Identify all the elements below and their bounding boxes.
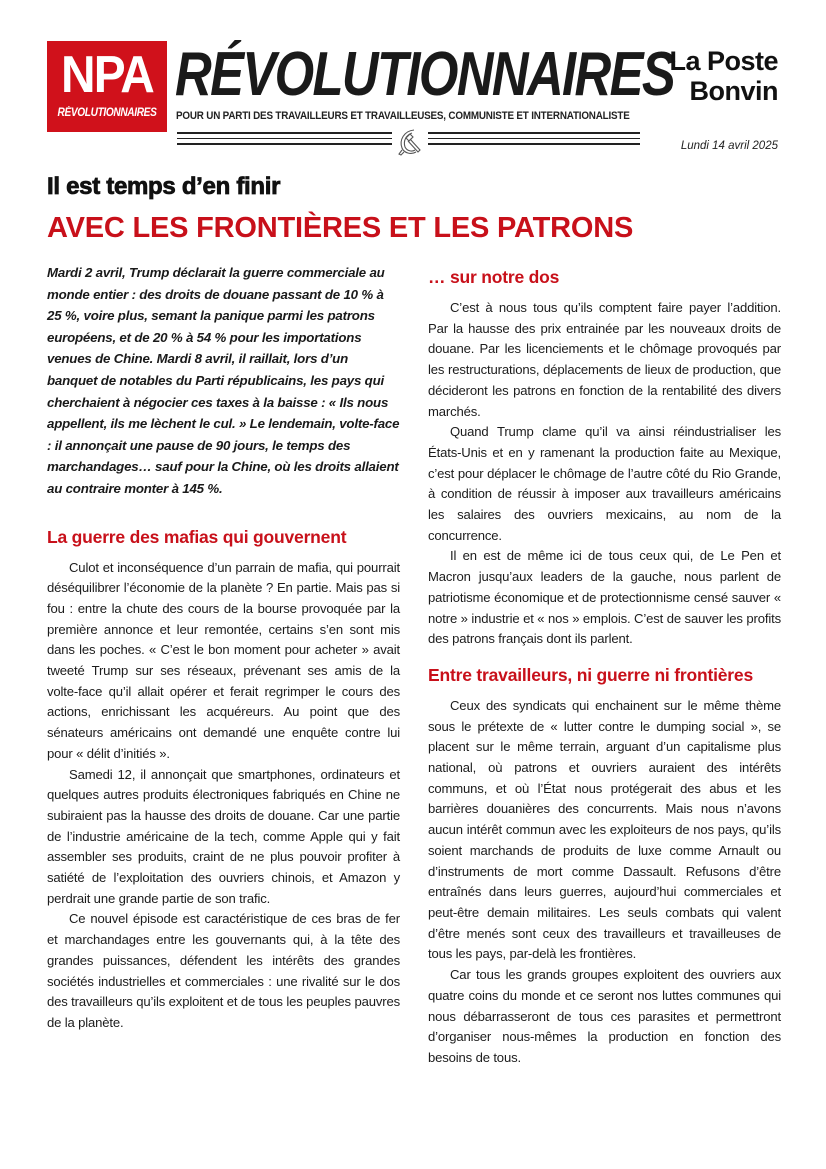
- article-kicker: Il est temps d’en finir: [47, 173, 281, 200]
- right-column: [428, 262, 781, 1069]
- logo-main-text: NPA: [61, 46, 153, 104]
- decorative-rules-left: [177, 132, 392, 154]
- logo-sub-text: RÉVOLUTIONNAIRES: [57, 107, 157, 119]
- paragraph: Car tous les grands groupes exploitent des ouvriers aux quatre coins du monde et ce seront nos luttes communes qui nous débarrasseront de tous ces parasites et permettront d’organiser nous-mêmes la production en fonction des besoins de tous.: [428, 967, 781, 1065]
- article-chapeau: Mardi 2 avril, Trump déclarait la guerre commerciale au monde entier : des droits de douane passant de 10 % à 25 %, voire plus, semant la panique parmi les patrons européens, et de 20 % à 54 % pour les importations venues de Chine. Mardi 8 avril, il raillait, lors d’un banquet de notables du Parti républicains, les pays qui cherchaient à négocier ces taxes à la baisse : « Ils nous appellent, ils me lèchent le cul. » Le lendemain, volte-face : il annonçait une pause de 90 jours, le temps des marchandages… sauf pour la Chine, où les droits allaient au contraire monter à 145 %.: [47, 265, 400, 496]
- decorative-rules-right: [428, 132, 640, 154]
- paragraph: Ceux des syndicats qui enchainent sur le même thème sous le prétexte de « lutter contre le dumping social », se placent sur le même terrain, arguant d’un capitalisme plus national, où patrons et ouvriers auraient des intérêts communs, et où l’État nous protégerait des abus et les barrières douanières des concurrents. Mais nous n’avons aucun intérêt commun avec les exploiteurs de nos pays, qu’ils soient marchands de produits de luxe comme Arnault ou d’instruments de mort comme Dassault. Refusons d’être entraînés dans leurs guerres, aujourd’hui commerciales et peut-être demain militaires. Les seuls combats qui valent d’être menés sont ceux des travailleurs et travailleuses de tous les pays, par-delà les frontières.: [428, 697, 781, 962]
- edition-line-1: La Poste: [669, 46, 778, 76]
- section-heading: La guerre des mafias qui gouvernent: [47, 526, 347, 547]
- masthead: [0, 0, 826, 165]
- npa-logo: [47, 41, 167, 132]
- edition-line-2: Bonvin: [689, 76, 778, 106]
- edition-label: [669, 46, 778, 106]
- paragraph: Quand Trump clame qu’il va ainsi réindustrialiser les États-Unis et en y ramenant la production faite au Mexique, c’est pour déplacer le chômage de l’autre côté du Rio Grande, à condition de réussir à imposer aux travailleurs américains les salaires des ouvriers mexicains, au nom de la concurrence.: [428, 424, 781, 543]
- publication-title: RÉVOLUTIONNAIRES: [175, 40, 675, 109]
- paragraph: Il en est de même ici de tous ceux qui, de Le Pen et Macron jusqu’aux leaders de la gauche, nous parlent de patriotisme économique et de protectionnisme censé sauver « notre » industrie et « nos » emplois. C’est de sauver les profits des patrons français dont ils parlent.: [428, 548, 781, 647]
- article-title: AVEC LES FRONTIÈRES ET LES PATRONS: [47, 212, 634, 244]
- issue-date: Lundi 14 avril 2025: [680, 140, 778, 152]
- paragraph: C’est à nous tous qu’ils comptent faire payer l’addition. Par la hausse des prix entrainée par les nouveaux droits de douane. Par les licenciements et le chômage provoqués par les restructurations, déplacements de lieux de production, que décideront les patrons en fonction de la rentabilité des divers marchés.: [428, 300, 781, 419]
- section-heading: Entre travailleurs, ni guerre ni frontières: [428, 664, 753, 685]
- hammer-sickle-icon: [394, 126, 426, 158]
- publication-tagline: POUR UN PARTI DES TRAVAILLEURS ET TRAVAILLEUSES, COMMUNISTE ET INTERNATIONALISTE: [176, 110, 630, 122]
- paragraph: Ce nouvel épisode est caractéristique de ces bras de fer et marchandages entre les gouvernants qui, à la tête des grandes puissances, défendent les intérêts des grandes sociétés industrielles et commerciales : une rivalité sur le dos des travailleurs qu’ils exploitent et de tous les peuples pauvres de la planète.: [47, 911, 400, 1030]
- paragraph: Culot et inconséquence d’un parrain de mafia, qui pourrait déséquilibrer l’économie de la planète ? En partie. Mais pas si fou : entre la chute des cours de la bourse provoquée par la première annonce et leur remontée, certains s’en sont mis dans les poches. « C’est le bon moment pour acheter » avait tweeté Trump sur ses réseaux, prévenant ses amis de la volte-face qu’il allait opérer et ferait regrimper le cours des actions, enrichissant les acquéreurs. Au point que des sénateurs américains ont demandé une enquête contre lui pour « délit d’initiés ».: [47, 559, 400, 761]
- paragraph: Samedi 12, il annonçait que smartphones, ordinateurs et quelques autres produits électroniques fabriqués en Chine ne subiraient pas la hausse des droits de douane. Car une partie de l’industrie américaine de la tech, comme Apple qui y fait assembler ses produits, craint de ne plus pouvoir profiter à satiété de l’exploitation des ouvriers chinois, et Amazon y perdrait une grande partie de son trafic.: [47, 766, 400, 906]
- section-heading: … sur notre dos: [428, 267, 560, 287]
- left-column: [47, 262, 400, 1034]
